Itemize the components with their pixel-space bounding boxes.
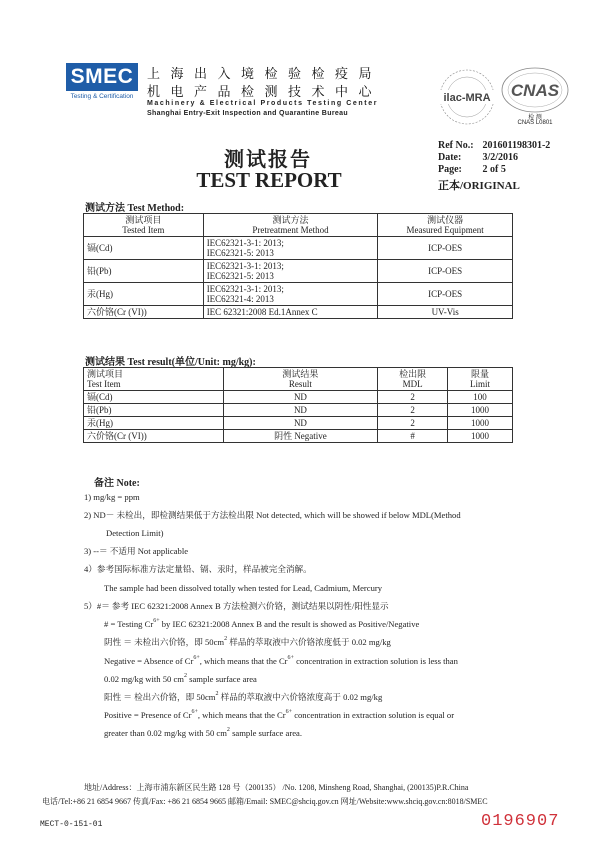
note-5d: 0.02 mg/kg with 50 $cm^2$ sample surface area xyxy=(104,673,257,684)
note-5c: Negative = Absence of $Cr^{6+}$, which means that the $Cr^{6+}$ concentration in extraction solution is less than xyxy=(104,655,458,666)
serial-number: 0196907 xyxy=(481,812,560,831)
org-name-cn-line2: 机电产品检测技术中心 xyxy=(147,84,383,99)
method-cell: IEC62321-3-1: 2013; IEC62321-5: 2013 xyxy=(203,237,378,260)
table-row xyxy=(84,417,513,430)
item-cell: 汞(Hg) xyxy=(84,417,224,430)
note-5a: # = Testing $Cr^{6+}$ by IEC 62321:2008 Annex B and the result is showed as Positive/Negative xyxy=(104,618,420,629)
smec-logo: SMEC xyxy=(66,63,138,91)
table-header-row xyxy=(84,368,513,391)
result-cell: ND xyxy=(223,391,378,404)
form-code: MECT-0-151-01 xyxy=(40,820,103,829)
item-cell: 六价铬(Cr (VI)) xyxy=(84,306,204,319)
limit-cell: 1000 xyxy=(448,417,513,430)
header-cell: 测试方法 Pretreatment Method xyxy=(203,214,378,237)
mdl-cell: 2 xyxy=(378,417,448,430)
ref-no xyxy=(438,140,550,151)
table-row xyxy=(84,260,513,283)
notes-heading: 备注 Note: xyxy=(94,478,140,489)
result-cell: ND xyxy=(223,417,378,430)
limit-cell: 1000 xyxy=(448,430,513,443)
note-1: 1) mg/kg = ppm xyxy=(84,492,140,502)
result-cell: 阴性 Negative xyxy=(223,430,378,443)
original-mark: 正本/ORIGINAL xyxy=(438,180,520,192)
table-header-row xyxy=(84,214,513,237)
ilac-mra-logo xyxy=(430,68,504,126)
note-2-cont: Detection Limit) xyxy=(106,528,164,538)
item-cell: 铅(Pb) xyxy=(84,260,204,283)
limit-cell: 100 xyxy=(448,391,513,404)
date-value: 3/2/2016 xyxy=(482,152,519,163)
page-number xyxy=(438,164,506,175)
note-4: 4）参考国际标准方法定量铅、镉、汞时，样品被完全消解。 xyxy=(84,564,312,574)
test-method-heading: 测试方法 Test Method: xyxy=(85,203,185,214)
footer-address: 地址/Address：上海市浦东新区民生路 128 号（200135） /No. 1208, Minsheng Road, Shanghai, (200135)P.R.China xyxy=(84,783,469,792)
table-row xyxy=(84,430,513,443)
method-cell: IEC62321-3-1: 2013; IEC62321-5: 2013 xyxy=(203,260,378,283)
ref-value: 201601198301-2 xyxy=(482,140,551,151)
org-name-en-line2: Shanghai Entry-Exit Inspection and Quarantine Bureau xyxy=(147,110,349,117)
org-name-cn-line1: 上海出入境检验检疫局 xyxy=(147,66,383,81)
note-5e: 阳性 ＝ 检出六价铬，即 $50cm^2$ 样品的萃取液中六价铬浓度高于 0.02 mg/kg xyxy=(104,691,383,702)
mdl-cell: 2 xyxy=(378,391,448,404)
note-5b: 阴性 ＝ 未检出六价铬，即 $50cm^2$ 样品的萃取液中六价铬浓度低于 0.02 mg/kg xyxy=(104,636,391,647)
ref-label: Ref No.: xyxy=(438,140,474,151)
header-cell: 检出限 MDL xyxy=(378,368,448,391)
test-result-table xyxy=(83,367,513,443)
header-cell: 测试仪器 Measured Equipment xyxy=(378,214,513,237)
equipment-cell: ICP-OES xyxy=(378,283,513,306)
header-cell: 限量 Limit xyxy=(448,368,513,391)
cnas-cn-label: 检 测 xyxy=(528,115,542,121)
item-cell: 镉(Cd) xyxy=(84,391,224,404)
result-cell: ND xyxy=(223,404,378,417)
table-row xyxy=(84,404,513,417)
mdl-cell: 2 xyxy=(378,404,448,417)
note-2: 2) ND－ 未检出，即检测结果低于方法检出限 Not detected, which will be showed if below MDL(Method xyxy=(84,510,461,520)
test-result-heading: 测试结果 Test result(单位/Unit: mg/kg): xyxy=(85,357,256,368)
item-cell: 六价铬(Cr (VI)) xyxy=(84,430,224,443)
org-name-en-line1: Machinery & Electrical Products Testing Center xyxy=(147,100,379,107)
report-title-cn: 测试报告 xyxy=(224,149,312,171)
cnas-code: CNAS L0801 xyxy=(517,120,553,126)
note-3: 3) --＝ 不适用 Not applicable xyxy=(84,546,189,556)
note-4-en: The sample had been dissolved totally when tested for Lead, Cadmium, Mercury xyxy=(104,583,383,593)
method-cell: IEC62321-3-1: 2013; IEC62321-4: 2013 xyxy=(203,283,378,306)
table-row xyxy=(84,391,513,404)
equipment-cell: UV-Vis xyxy=(378,306,513,319)
header-cell: 测试项目 Tested Item xyxy=(84,214,204,237)
page-label: Page: xyxy=(438,164,462,175)
limit-cell: 1000 xyxy=(448,404,513,417)
mdl-cell: # xyxy=(378,430,448,443)
note-5g: greater than 0.02 mg/kg with 50 $cm^2$ sample surface area. xyxy=(104,727,302,738)
report-date xyxy=(438,152,518,163)
item-cell: 镉(Cd) xyxy=(84,237,204,260)
header-cell: 测试结果 Result xyxy=(223,368,378,391)
table-row xyxy=(84,237,513,260)
header-cell: 测试项目 Test Item xyxy=(84,368,224,391)
item-cell: 铅(Pb) xyxy=(84,404,224,417)
footer-contact: 电话/Tel:+86 21 6854 9667 传真/Fax: +86 21 6854 9665 邮箱/Email: SMEC@shciq.gov.cn 网址/Website:www.shciq.gov.cn:8018/SMEC xyxy=(42,797,488,806)
item-cell: 汞(Hg) xyxy=(84,283,204,306)
equipment-cell: ICP-OES xyxy=(378,260,513,283)
report-title-en: TEST REPORT xyxy=(196,168,342,192)
note-5f: Positive = Presence of $Cr^{6+}$, which means that the $Cr^{6+}$ concentration in extraction solution is equal or xyxy=(104,709,455,720)
table-row xyxy=(84,283,513,306)
date-label: Date: xyxy=(438,152,462,163)
test-method-table xyxy=(83,213,513,319)
cnas-text: CNAS xyxy=(510,81,560,100)
smec-logo-subtitle: Testing & Certification xyxy=(70,93,134,100)
page-value: 2 of 5 xyxy=(482,164,506,175)
note-5: 5）#＝ 参考 IEC 62321:2008 Annex B 方法检测六价铬，测试结果以阴性/阳性显示 xyxy=(84,601,389,611)
ilac-text: ilac-MRA xyxy=(443,92,491,104)
table-row xyxy=(84,306,513,319)
method-cell: IEC 62321:2008 Ed.1Annex C xyxy=(203,306,378,319)
equipment-cell: ICP-OES xyxy=(378,237,513,260)
